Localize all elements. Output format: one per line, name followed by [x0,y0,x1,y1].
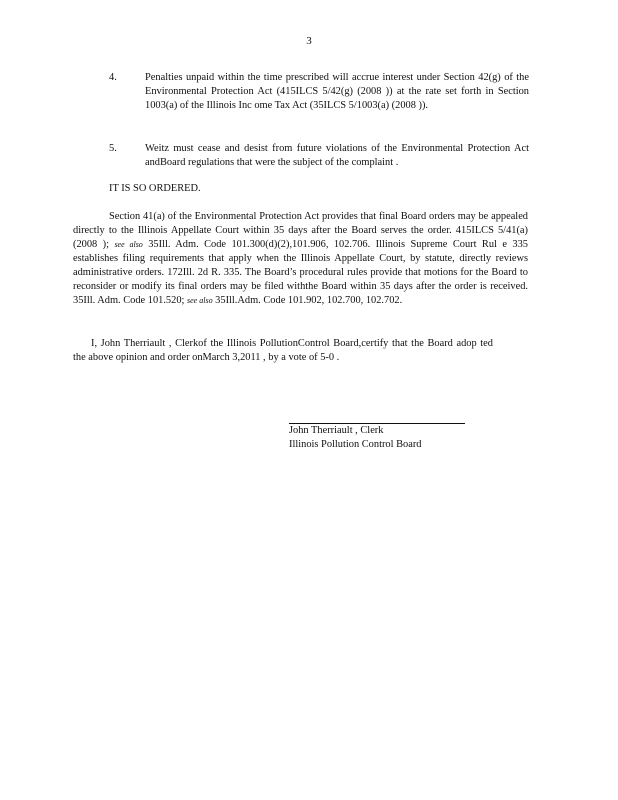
order-item-5 [109,142,529,170]
order-item-4 [109,71,529,114]
item-number: 5. [109,143,117,154]
ordered-statement: IT IS SO ORDERED. [109,183,201,194]
certification-paragraph: I, John Therriault , Clerkof the Illinois PollutionControl Board,certify that the Board adop ted the above opinion and order onMarch 3,2011 , by a vote of 5-0 . [73,338,493,363]
item-number: 4. [109,72,117,83]
signature-org: Illinois Pollution Control Board [289,439,422,450]
item-text: Weitz must cease and desist from future violations of the Environmental Protection Act andBoard regulations that were the subject of the complaint . [145,143,529,169]
signature-name: John Therriault , Clerk [289,425,384,436]
appeal-paragraph: Section 41(a) of the Environmental Protection Act provides that final Board orders may be appealed directly to the Illinois Appellate Court within 35 days after the Board serves the order. 415ILCS 5/41(a) (2008 ); see also 35Ill. Adm. Code 101.300(d)(2),101.906, 102.706. Illinois Supreme Court Rul e 335 establishes filing requirements that apply when the Illinois Appellate Court, by statute, directly reviews administrative orders. 172Ill. 2d R. 335. The Board’s procedural rules provide that motions for the Board to reconsider or modify its final orders may be filed withthe Board within 35 days after the order is received. 35Ill. Adm. Code 101.520; see also 35Ill.Adm. Code 101.902, 102.700, 102.702. [73,211,528,306]
page-number: 3 [306,35,312,47]
signature-line [289,423,465,424]
item-text: Penalties unpaid within the time prescribed will accrue interest under Section 42(g) of the Environmental Protection Act (415ILCS 5/42(g) (2008 )) at the rate set forth in Section 1003(a) of the Illinois Inc ome Tax Act (35ILCS 5/1003(a) (2008 )). [145,72,529,112]
